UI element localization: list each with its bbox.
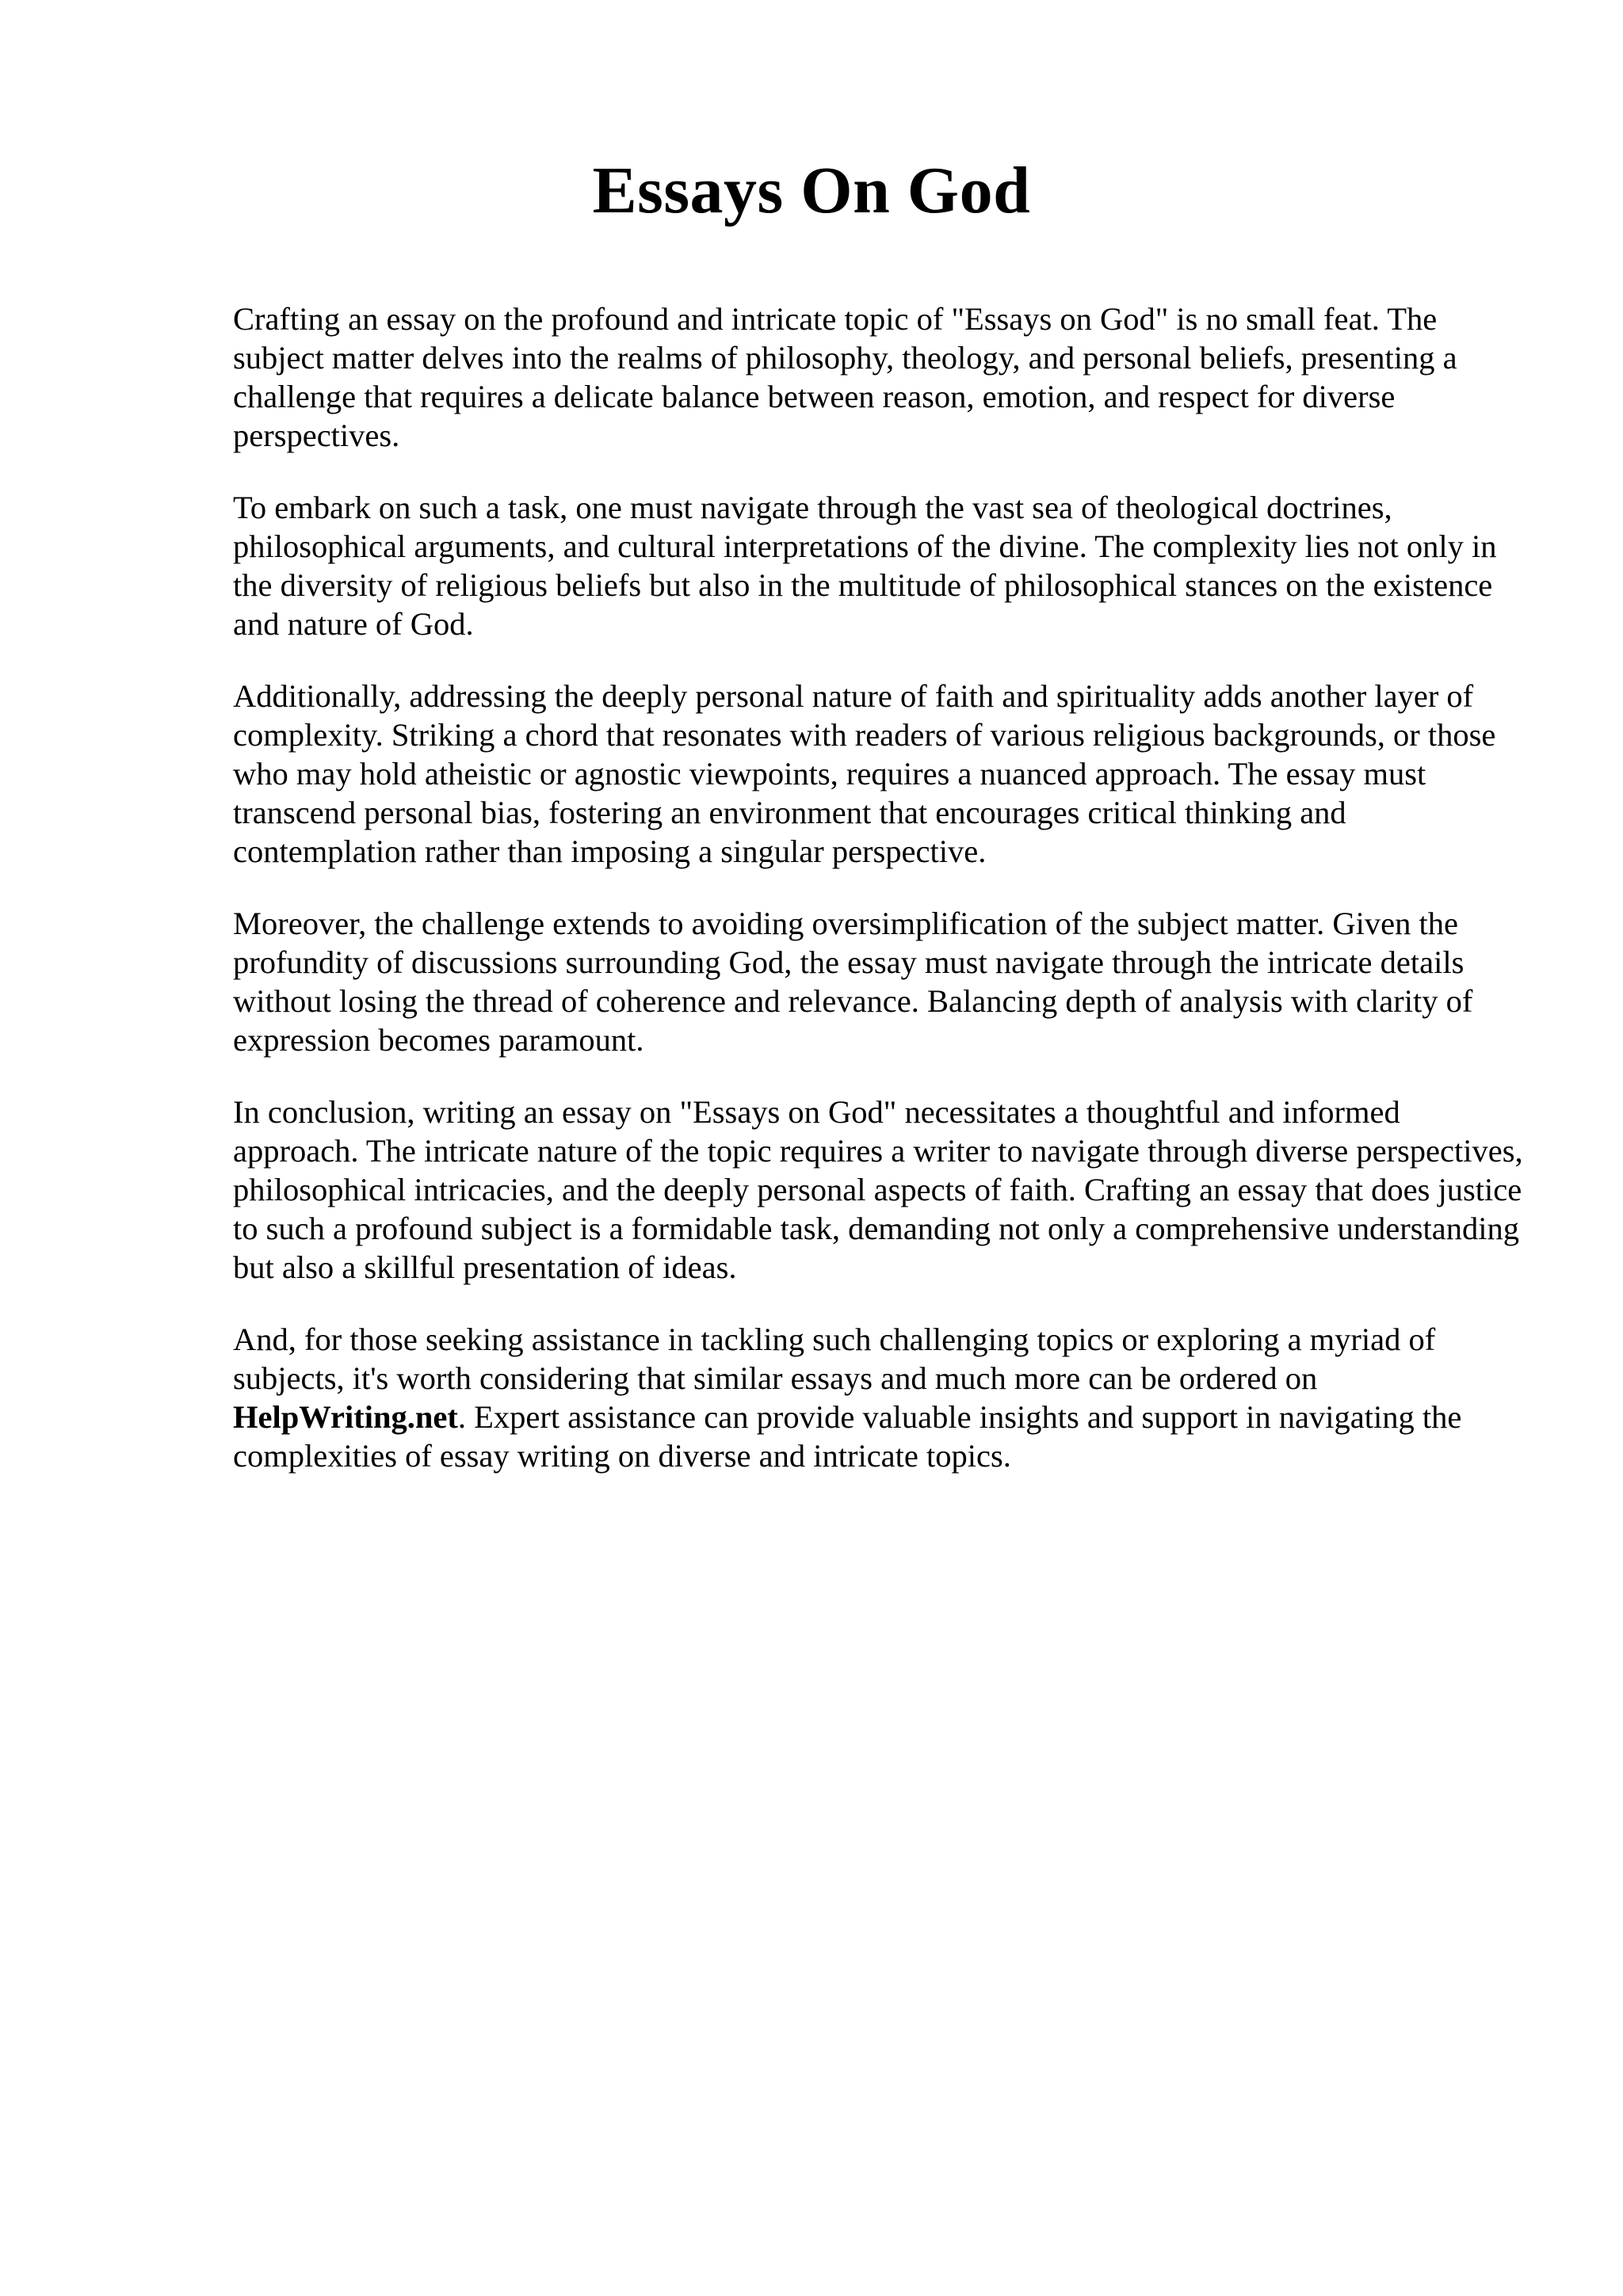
paragraph-1: Crafting an essay on the profound and intricate topic of "Essays on God" is no small feat. The subject matter delves into the realms of philosophy, theology, and personal beliefs, presenting a challenge that requires a delicate balance between reason, emotion, and respect for diverse perspectives.	[233, 301, 1457, 453]
paragraph-2: To embark on such a task, one must navigate through the vast sea of theological doctrines, philosophical arguments, and cultural interpretations of the divine. The complexity lies not only in the diversity of religious beliefs but also in the multitude of philosophical stances on the existence and nature of God.	[233, 490, 1497, 642]
paragraph-3: Additionally, addressing the deeply personal nature of faith and spirituality adds another layer of complexity. Striking a chord that resonates with readers of various religious backgrounds, or those who may hold atheistic or agnostic viewpoints, requires a nuanced approach. The essay must transcend personal bias, fostering an environment that encourages critical thinking and contemplation rather than imposing a singular perspective.	[233, 678, 1496, 869]
paragraph-5: In conclusion, writing an essay on "Essays on God" necessitates a thoughtful and informed approach. The intricate nature of the topic requires a writer to navigate through diverse perspectives, philosophical intricacies, and the deeply personal aspects of faith. Crafting an essay that does justice to such a profound subject is a formidable task, demanding not only a comprehensive understanding but also a skillful presentation of ideas.	[233, 1094, 1523, 1285]
page-title: Essays On God	[592, 154, 1031, 227]
paragraph-6-text-before: And, for those seeking assistance in tackling such challenging topics or exploring a myriad of subjects, it's worth considering that similar essays and much more can be ordered on	[233, 1322, 1436, 1396]
document-body	[233, 299, 1533, 1475]
paragraph-6	[233, 1320, 1533, 1475]
paragraph-6-text-after: . Expert assistance can provide valuable insights and support in navigating the complexities of essay writing on diverse and intricate topics.	[233, 1399, 1462, 1474]
helpwriting-link[interactable]: HelpWriting.net	[233, 1399, 458, 1435]
paragraph-4: Moreover, the challenge extends to avoiding oversimplification of the subject matter. Given the profundity of discussions surrounding God, the essay must navigate through the intricate details without losing the thread of coherence and relevance. Balancing depth of analysis with clarity of expression becomes paramount.	[233, 906, 1473, 1058]
